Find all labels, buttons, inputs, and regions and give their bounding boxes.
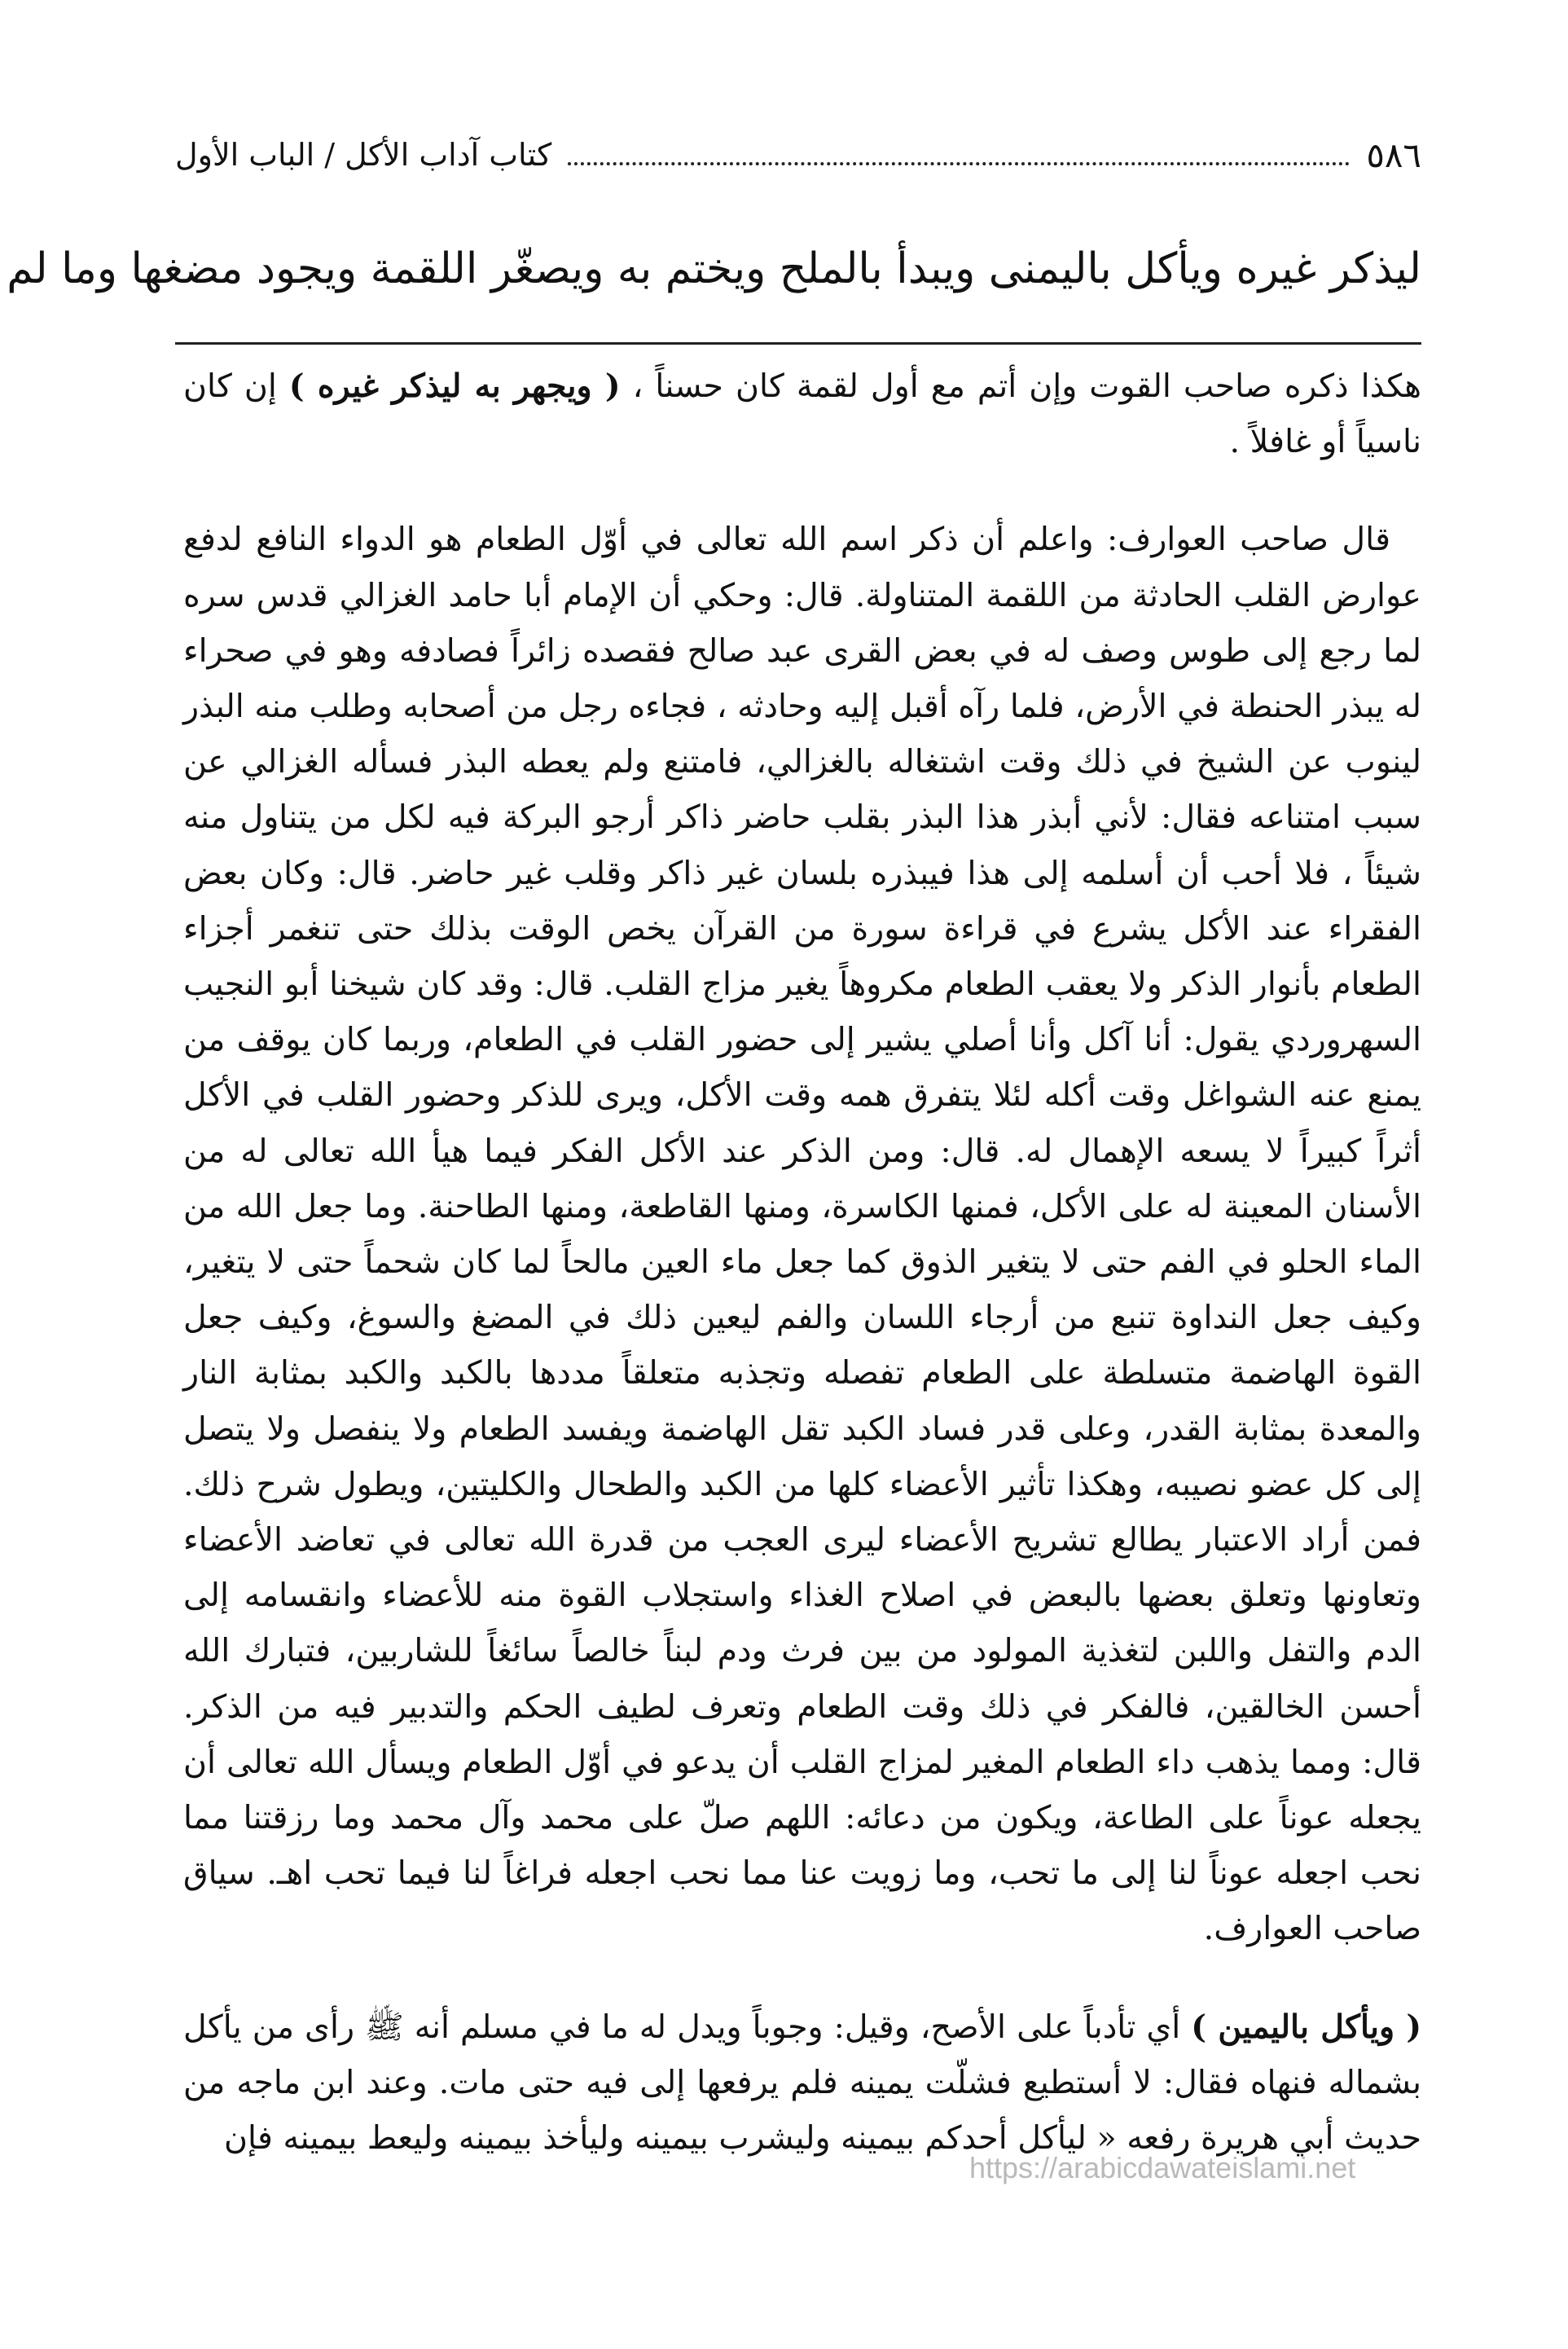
commentary-paragraph-3 [183, 1999, 1421, 2166]
matn-line: ليذكر غيره ويأكل باليمنى ويبدأ بالملح ويختم به ويصغّر اللقمة ويجود مضغها وما لم [7, 244, 1421, 293]
header-dotted-leader [568, 144, 1350, 165]
paragraph-text: أي تأدباً على الأصح، وقيل: وجوباً ويدل له ما في مسلم أنه ﷺ رأى من يأكل بشماله فنهاه فقال: لا أستطيع فشلّت يمينه فلم يرفعها إلى فيه حتى مات. وعند ابن ماجه من حديث أبي هريرة رفعه « ليأكل أحدكم بيمينه وليشرب بيمينه وليأخذ بيمينه وليعط بيمينه فإن [183, 2008, 1421, 2158]
page-number: ٥٨٦ [1366, 134, 1421, 175]
running-header [175, 122, 1421, 187]
commentary-text [183, 359, 1421, 2166]
paragraph-text: إن كان ناسياً أو غافلاً . [183, 367, 1421, 461]
paragraph-text: هكذا ذكره صاحب القوت وإن أتم مع أول لقمة كان حسناً ، [620, 367, 1422, 405]
paragraph-text: قال صاحب العوارف: واعلم أن ذكر اسم الله تعالى في أوّل الطعام هو الدواء النافع لدفع عوارض القلب الحادثة من اللقمة المتناولة. قال: وحكي أن الإمام أبا حامد الغزالي قدس سره لما رجع إلى طوس وصف له في بعض القرى عبد صالح فقصده زائراً فصادفه وهو في صحراء له يبذر الحنطة في الأرض، فلما رآه أقبل إليه وحادثه ، فجاءه رجل من أصحابه وطلب منه البذر لينوب عن الشيخ في ذلك وقت اشتغاله بالغزالي، فامتنع ولم يعطه البذر فسأله الغزالي عن سبب امتناعه فقال: لأني أبذر هذا البذر بقلب حاضر ذاكر أرجو البركة فيه لكل من يتناول منه شيئاً ، فلا أحب أن أسلمه إلى هذا فيبذره بلسان غير ذاكر وقلب غير حاضر. قال: وكان بعض الفقراء عند الأكل يشرع في قراءة سورة من القرآن يخص الوقت بذلك حتى تنغمر أجزاء الطعام بأنوار الذكر ولا يعقب الطعام مكروهاً يغير مزاج القلب. قال: وقد كان شيخنا أبو النجيب السهروردي يقول: أنا آكل وأنا أصلي يشير إلى حضور القلب في الطعام، وربما كان يوقف من يمنع عنه الشواغل وقت أكله لئلا يتفرق همه وقت الأكل، ويرى للذكر وحضور القلب في الأكل أثراً كبيراً لا يسعه الإهمال له. قال: ومن الذكر عند الأكل الفكر فيما هيأ الله تعالى له من الأسنان المعينة له على الأكل، فمنها الكاسرة، ومنها القاطعة، ومنها الطاحنة. وما جعل الله من الماء الحلو في الفم حتى لا يتغير الذوق كما جعل ماء العين مالحاً لما كان شحماً حتى لا يتغير، وكيف جعل النداوة تنبع من أرجاء اللسان والفم ليعين ذلك في المضغ والسوغ، وكيف جعل القوة الهاضمة متسلطة على الطعام تفصله وتجذبه متعلقاً مددها بالكبد والكبد بمثابة النار والمعدة بمثابة القدر، وعلى قدر فساد الكبد تقل الهاضمة ويفسد الطعام ولا ينفصل ولا يتصل إلى كل عضو نصيبه، وهكذا تأثير الأعضاء كلها من الكبد والطحال والكليتين، ويطول شرح ذلك. فمن أراد الاعتبار يطالع تشريح الأعضاء ليرى العجب من قدرة الله تعالى في تعاضد الأعضاء وتعاونها وتعلق بعضها بالبعض في اصلاح الغذاء واستجلاب القوة منه للأعضاء وانقسامه إلى الدم والتفل واللبن لتغذية المولود من بين فرث ودم لبناً خالصاً سائغاً للشاربين، فتبارك الله أحسن الخالقين، فالفكر في ذلك وقت الطعام وتعرف لطيف الحكم والتدبير فيه من الذكر. قال: ومما يذهب داء الطعام المغير لمزاج القلب أن يدعو في أوّل الطعام ويسأل الله تعالى أن يجعله عوناً على الطاعة، ويكون من دعائه: اللهم صلّ على محمد وآل محمد وما رزقتنا مما نحب اجعله عوناً لنا إلى ما تحب، وما زويت عنا مما نحب اجعله فراغاً لنا فيما تحب اهـ. سياق صاحب العوارف. [183, 521, 1421, 1948]
commentary-paragraph-2 [183, 512, 1421, 1956]
watermark-url: https://arabicdawateislami.net [969, 2151, 1356, 2184]
separator-rule [175, 342, 1421, 345]
quoted-matn: ( ويأكل باليمين ) [1191, 2008, 1422, 2046]
commentary-paragraph-1 [183, 359, 1421, 469]
quoted-matn: ( ويجهر به ليذكر غيره ) [288, 367, 621, 405]
header-title: كتاب آداب الأكل / الباب الأول [175, 137, 552, 173]
